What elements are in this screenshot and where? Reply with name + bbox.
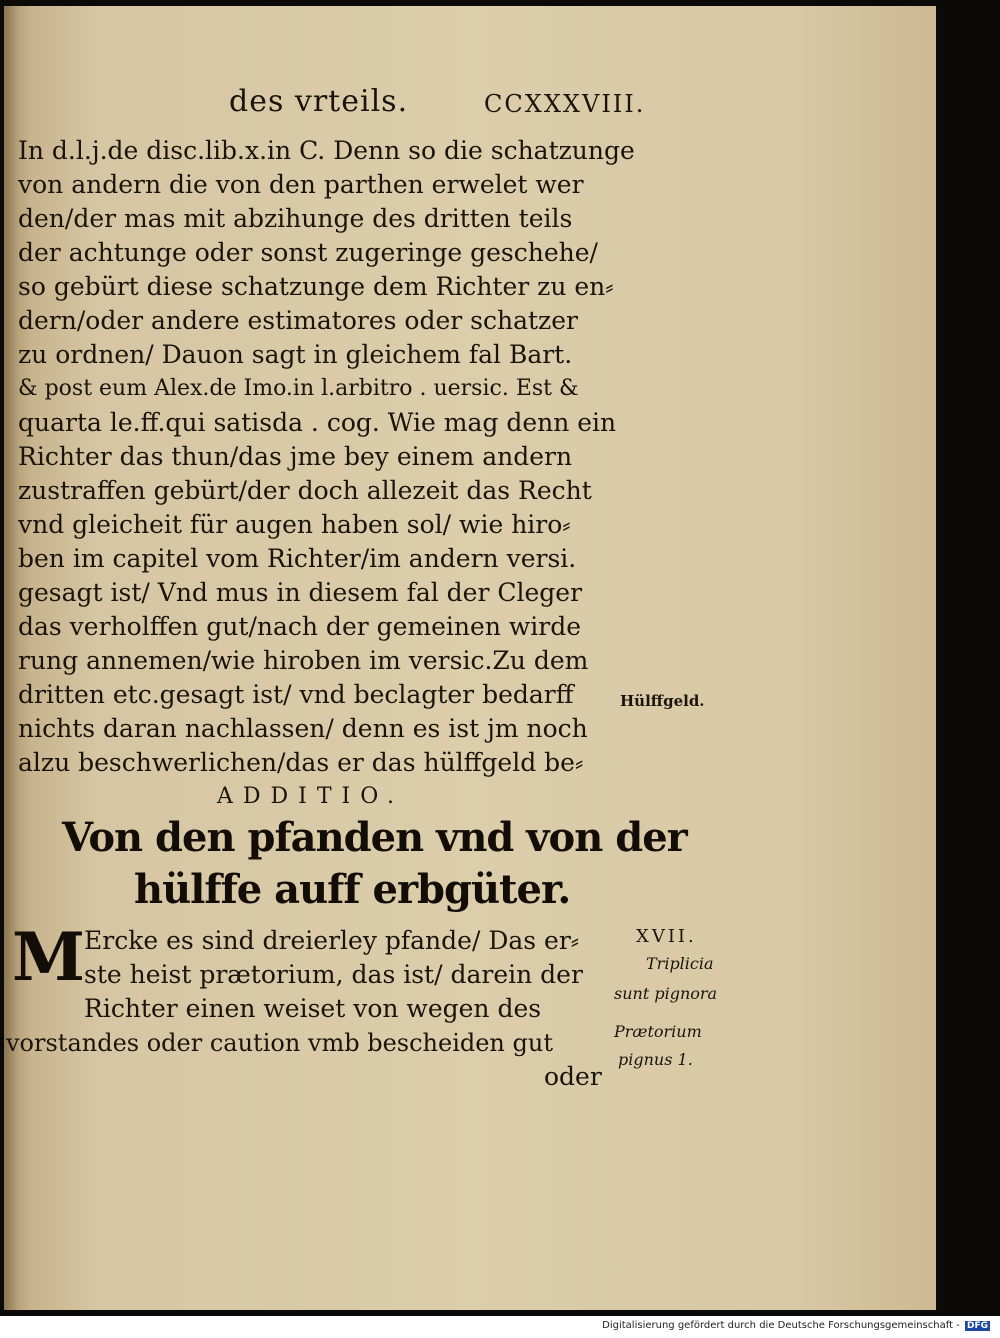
section-heading-line-1: Von den pfanden vnd von der [62,814,687,861]
body-line: vorstandes oder caution vmb bescheiden gut [6,1029,553,1057]
body-line: nichts daran nachlassen/ denn es ist jm noch [18,714,588,743]
body-line: gesagt ist/ Vnd mus in diesem fal der Cleger [18,578,583,607]
body-line: der achtunge oder sonst zugeringe geschehe/ [18,238,598,267]
margin-note-number: XVII. [636,926,697,947]
decorated-initial: M [12,918,86,996]
body-line: Richter einen weiset von wegen des [84,994,542,1023]
body-line: zu ordnen/ Dauon sagt in gleichem fal Bart. [18,340,573,369]
body-line: quarta le.ff.qui satisda . cog. Wie mag denn ein [18,408,617,437]
running-title: des vrteils. [229,84,409,119]
margin-note-huelffgeld: Hülffgeld. [620,692,705,710]
digitization-credit [602,1320,990,1331]
body-line: vnd gleicheit für augen haben sol/ wie hiro⸗ [18,510,571,539]
body-line: das verholffen gut/nach der gemeinen wirde [18,612,582,641]
page-gutter-edge [4,6,18,1310]
book-page [4,6,936,1310]
body-line: & post eum Alex.de Imo.in l.arbitro . uersic. Est & [18,376,579,401]
margin-note: pignus 1. [618,1050,693,1069]
body-line: zustraffen gebürt/der doch allezeit das Recht [18,476,592,505]
body-line: rung annemen/wie hiroben im versic.Zu dem [18,646,589,675]
margin-note: Prætorium [614,1022,702,1041]
margin-note: Triplicia [646,954,714,973]
body-line: In d.l.j.de disc.lib.x.in C. Denn so die schatzunge [18,136,635,165]
body-line: oder [544,1062,602,1091]
section-label-additio: ADDITIO. [217,784,404,809]
body-line: ste heist prætorium, das ist/ darein der [84,960,583,989]
body-line: ben im capitel vom Richter/im andern versi. [18,544,577,573]
section-heading-line-2: hülffe auff erbgüter. [134,866,571,913]
folio-number: CCXXXVIII. [484,90,646,118]
body-line: von andern die von den parthen erwelet wer [18,170,584,199]
credit-text: Digitalisierung gefördert durch die Deutsche Forschungsgemeinschaft - [602,1320,960,1331]
margin-note: sunt pignora [614,984,718,1003]
body-line: den/der mas mit abzihunge des dritten teils [18,204,573,233]
body-line: dritten etc.gesagt ist/ vnd beclagter bedarff [18,680,574,709]
body-line: Ercke es sind dreierley pfande/ Das er⸗ [84,926,580,955]
body-line: so gebürt diese schatzunge dem Richter zu en⸗ [18,272,614,301]
body-line: Richter das thun/das jme bey einem andern [18,442,573,471]
dfg-logo: DFG [966,1321,988,1331]
body-line: alzu beschwerlichen/das er das hülffgeld be⸗ [18,748,584,777]
body-line: dern/oder andere estimatores oder schatzer [18,306,578,335]
